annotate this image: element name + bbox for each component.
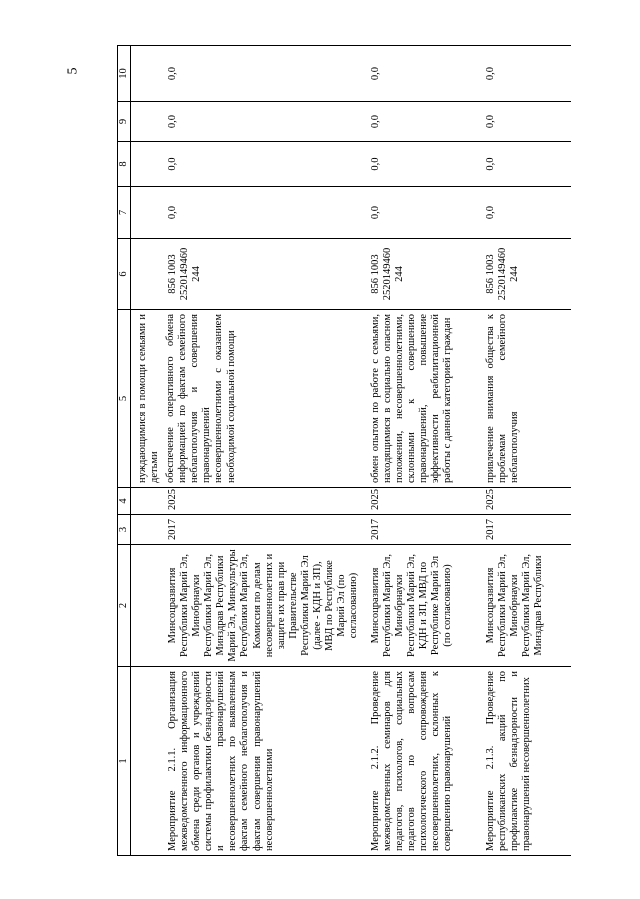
program-activities-table [117,45,571,856]
value-col10-cell: 0,0 [366,46,481,102]
column-header-3: 3 [118,515,131,545]
value-col8-cell: 0,0 [366,142,481,187]
year-start-cell: 2017 [481,515,571,545]
table-row [366,46,481,856]
value-col7-cell: 0,0 [131,187,367,239]
budget-code-cell: 856 1003 2520149460 244 [481,239,571,310]
value-col10-cell: 0,0 [481,46,571,102]
column-number-header [118,46,131,856]
column-header-8: 8 [118,142,131,187]
activity-cell: Мероприятие 2.1.1. Организация межведомственного информационного обмена среди органов и учреждений системы профилактики безнадзорности и правонарушений несовершеннолетних по выявленным фактам семейного неблагополучия и фактам совершения правонарушений несовершеннолетними [131,667,367,856]
page-number: 5 [65,67,81,75]
continuation-text: нуждающимися в помощи семьями и детьми [137,314,161,483]
value-col8-cell: 0,0 [481,142,571,187]
year-end-cell: 2025 [366,488,481,515]
value-col10-cell: 0,0 [131,46,367,102]
value-col7-cell: 0,0 [366,187,481,239]
column-header-9: 9 [118,102,131,142]
activity-cell: Мероприятие 2.1.2. Проведение межведомственных семинаров для педагогов, психологов, социальных педагогов по вопросам психологического сопровождения несовершеннолетних, склонных к совершению правонарушений [366,667,481,856]
value-col9-cell: 0,0 [481,102,571,142]
year-end-cell: 2025 [481,488,571,515]
year-start-cell: 2017 [366,515,481,545]
activity-cell: Мероприятие 2.1.3. Проведение республиканских акций по профилактике безнадзорности и правонарушений несовершеннолетних [481,667,571,856]
description-text: обеспечение оперативного обмена информацией по фактам семейного неблагополучия и совершения правонарушений несовершеннолетними с оказанием необходимой социальной помощи [165,314,237,483]
year-start-cell: 2017 [131,515,367,545]
year-end-cell: 2025 [131,488,367,515]
budget-code-cell: 856 1003 2520149460 244 [366,239,481,310]
column-header-7: 7 [118,187,131,239]
description-cell [131,310,367,488]
column-header-4: 4 [118,488,131,515]
value-col8-cell: 0,0 [131,142,367,187]
column-header-5: 5 [118,310,131,488]
value-col9-cell: 0,0 [366,102,481,142]
table-row [131,46,367,856]
description-cell: привлечение внимания общества к проблемам семейного неблагополучия [481,310,571,488]
rotated-table-sheet [117,46,545,856]
executors-cell: Минсоцразвития Республики Марий Эл, Минобрнауки Республики Марий Эл, КДН и ЗП, МВД по Республике Марий Эл (по согласованию) [366,545,481,667]
budget-code-cell: 856 1003 2520149460 244 [131,239,367,310]
column-header-2: 2 [118,545,131,667]
value-col7-cell: 0,0 [481,187,571,239]
table-row [481,46,571,856]
value-col9-cell: 0,0 [131,102,367,142]
executors-cell: Минсоцразвития Республики Марий Эл, Минобрнауки Республики Марий Эл, Минздрав Республики [481,545,571,667]
column-header-6: 6 [118,239,131,310]
column-header-1: 1 [118,667,131,856]
column-header-10: 10 [118,46,131,102]
executors-cell: Минсоцразвития Республики Марий Эл, Минобрнауки Республики Марий Эл, Минздрав Республики Марий Эл, Минкультуры Республики Марий Эл, Комиссия по делам несовершеннолетних и защите их прав при Правительстве Республики Марий Эл (далее - КДН и ЗП), МВД по Республике Марий Эл (по согласованию) [131,545,367,667]
description-cell: обмен опытом по работе с семьями, находящимися в социально опасном положении, несовершеннолетними, склонными к совершению правонарушений, повышение эффективности реабилитационной работы с данной категорией граждан [366,310,481,488]
